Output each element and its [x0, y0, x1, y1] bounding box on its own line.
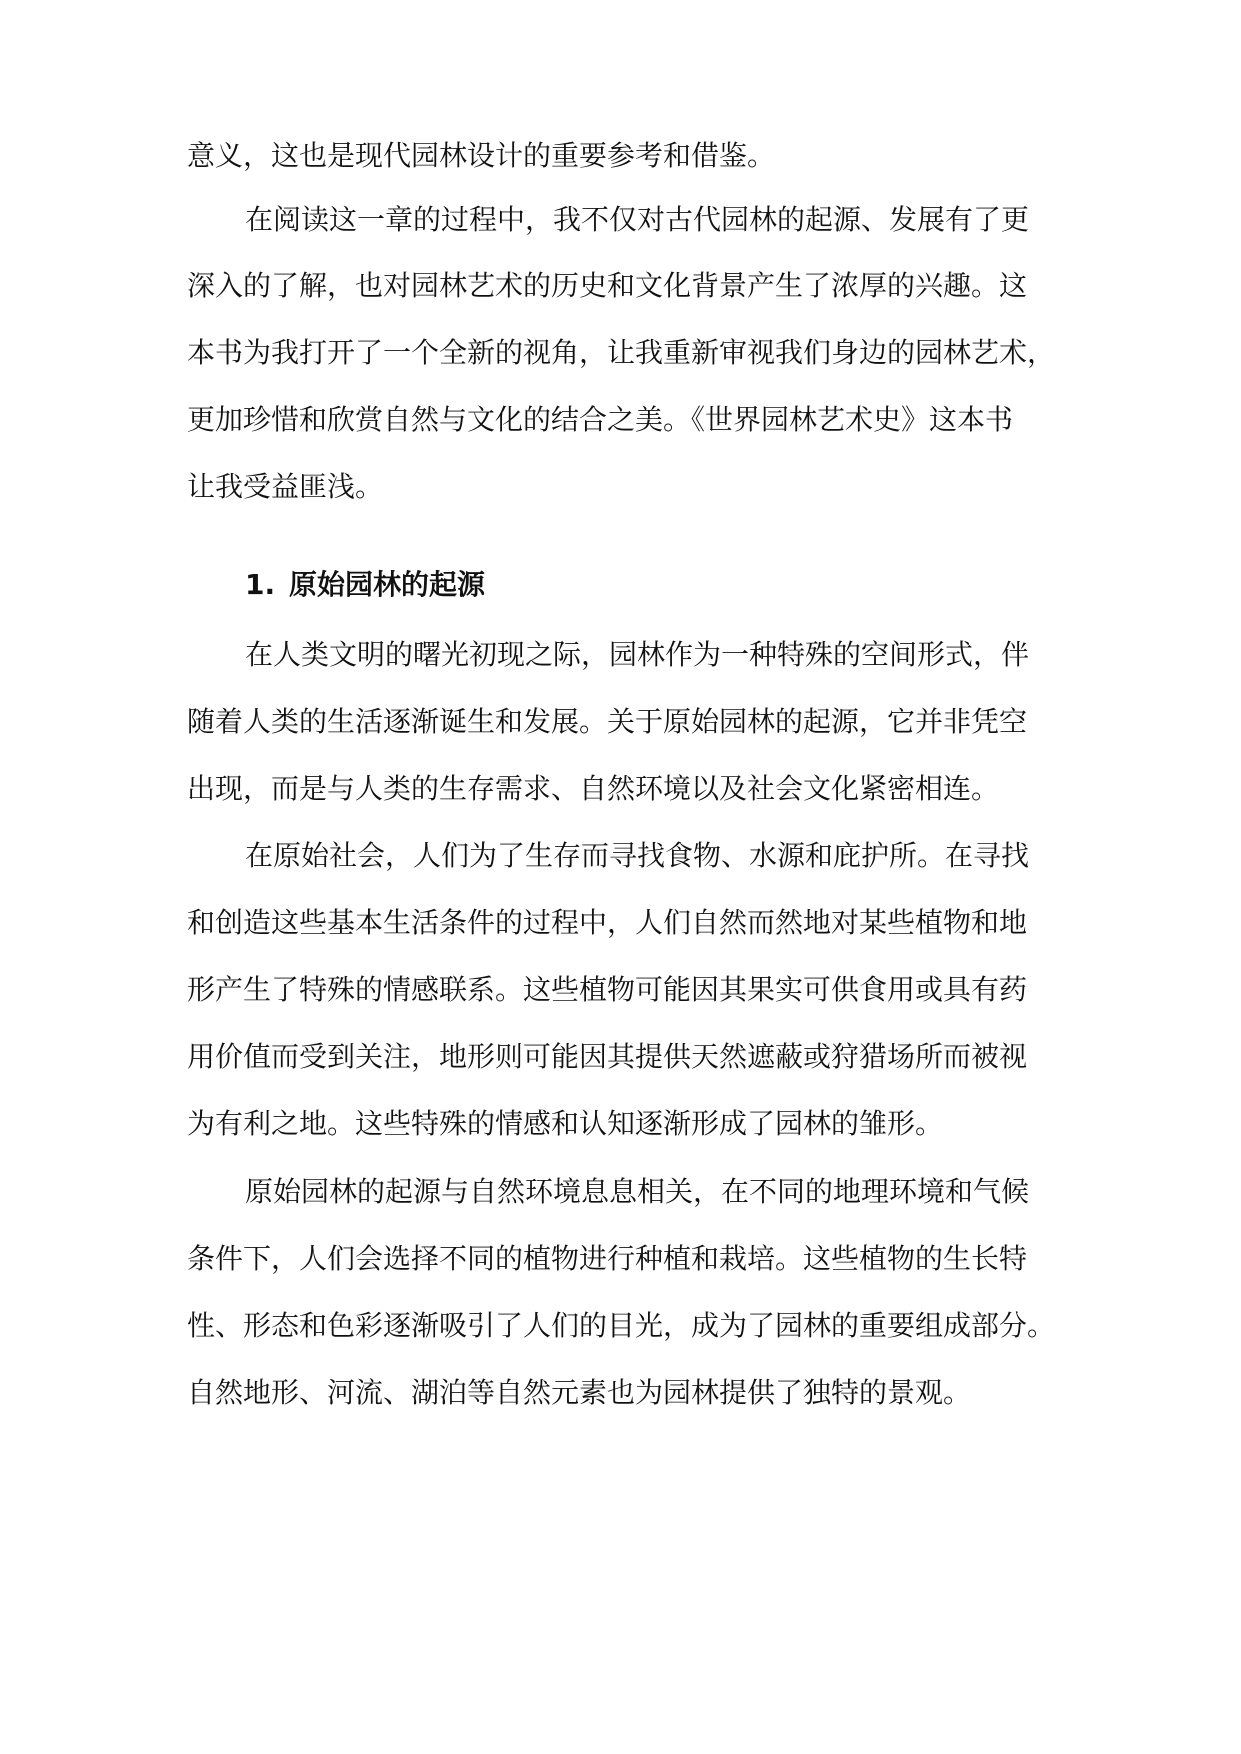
paragraph-line: 和创造这些基本生活条件的过程中，人们自然而然地对某些植物和地 — [187, 906, 1028, 939]
paragraph-line: 原始园林的起源与自然环境息息相关，在不同的地理环境和气候 — [245, 1175, 1030, 1208]
paragraph-line: 意义，这也是现代园林设计的重要参考和借鉴。 — [187, 139, 776, 172]
paragraph-line: 自然地形、河流、湖泊等自然元素也为园林提供了独特的景观。 — [187, 1376, 972, 1409]
paragraph-line: 更加珍惜和欣赏自然与文化的结合之美。《世界园林艺术史》这本书 — [187, 403, 1014, 436]
paragraph-line: 本书为我打开了一个全新的视角，让我重新审视我们身边的园林艺术， — [187, 336, 1056, 369]
paragraph-line: 为有利之地。这些特殊的情感和认知逐渐形成了园林的雏形。 — [187, 1107, 944, 1140]
paragraph-line: 在人类文明的曙光初现之际，园林作为一种特殊的空间形式，伴 — [245, 638, 1030, 671]
paragraph-line: 用价值而受到关注，地形则可能因其提供天然遮蔽或狩猎场所而被视 — [187, 1040, 1028, 1073]
paragraph-line: 在阅读这一章的过程中，我不仅对古代园林的起源、发展有了更 — [245, 203, 1030, 236]
paragraph-line: 出现，而是与人类的生存需求、自然环境以及社会文化紧密相连。 — [187, 772, 1000, 805]
paragraph-line: 深入的了解，也对园林艺术的历史和文化背景产生了浓厚的兴趣。这 — [187, 269, 1028, 302]
section-heading — [245, 563, 485, 607]
section-title: 原始园林的起源 — [289, 568, 486, 601]
paragraph-line: 让我受益匪浅。 — [187, 470, 384, 503]
section-number: 1. — [245, 568, 276, 601]
paragraph-line: 随着人类的生活逐渐诞生和发展。关于原始园林的起源，它并非凭空 — [187, 705, 1028, 738]
paragraph-line: 形产生了特殊的情感联系。这些植物可能因其果实可供食用或具有药 — [187, 973, 1028, 1006]
paragraph-line: 在原始社会，人们为了生存而寻找食物、水源和庇护所。在寻找 — [245, 839, 1030, 872]
paragraph-line: 性、形态和色彩逐渐吸引了人们的目光，成为了园林的重要组成部分。 — [187, 1309, 1056, 1342]
paragraph-line: 条件下，人们会选择不同的植物进行种植和栽培。这些植物的生长特 — [187, 1242, 1028, 1275]
